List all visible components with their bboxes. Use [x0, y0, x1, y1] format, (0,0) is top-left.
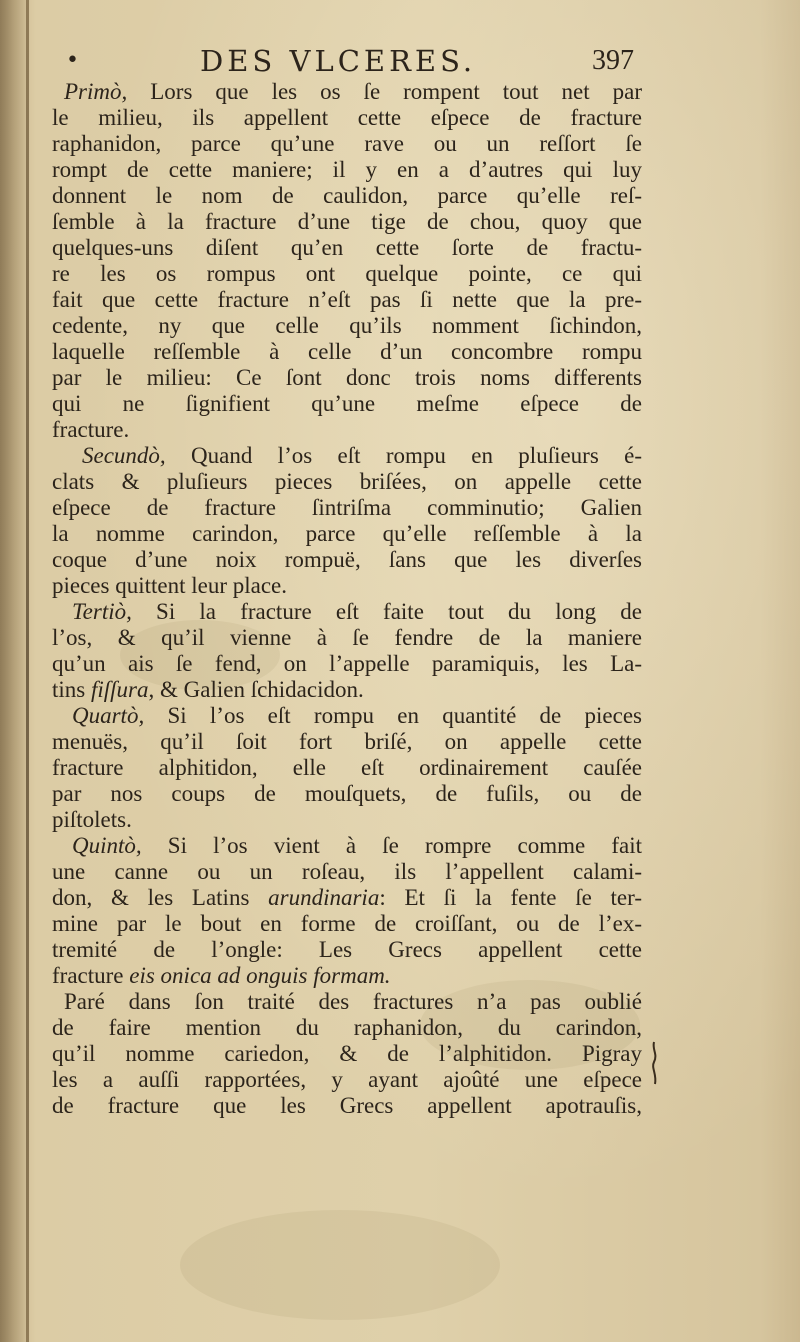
margin-annotation-mark — [648, 1040, 662, 1086]
line-italic: eis onica ad onguis formam. — [129, 963, 391, 988]
text-line — [52, 209, 642, 235]
line-text: fracture alphitidon, elle eſt ordinairement cauſée — [52, 755, 642, 780]
text-line — [52, 1015, 642, 1041]
line-lead: tins — [52, 677, 91, 702]
line-text: par nos coups de mouſquets, de fuſils, ou de — [52, 781, 642, 806]
line-text: eſpece de fracture ſintriſma comminutio; Galien — [52, 495, 642, 520]
line-text: mine par le bout en forme de croiſſant, ou de l’ex- — [52, 911, 642, 936]
line-rest: Si l’os vient à ſe rompre comme fait — [141, 833, 642, 858]
text-line — [52, 157, 642, 183]
text-line — [52, 391, 642, 417]
running-title: DES VLCERES. — [200, 44, 477, 78]
line-rest: Quand l’os eſt rompu en pluſieurs é- — [165, 443, 642, 468]
running-header — [52, 44, 642, 78]
text-line — [52, 443, 642, 469]
line-text: l’os, & qu’il vienne à ſe fendre de la maniere — [52, 625, 642, 650]
line-text: Paré dans ſon traité des fractures n’a pas oublié — [64, 989, 642, 1014]
text-line — [52, 365, 642, 391]
text-line — [52, 1041, 642, 1067]
line-text: fracture. — [52, 417, 130, 442]
line-text: de fracture que les Grecs appellent apotrauſis, — [52, 1093, 642, 1118]
line-lead: Quintò, — [72, 833, 142, 858]
text-line — [52, 183, 642, 209]
text-line — [52, 235, 642, 261]
text-line — [52, 885, 642, 911]
line-text: clats & pluſieurs pieces briſées, on appelle cette — [52, 469, 642, 494]
text-line — [52, 261, 642, 287]
text-line — [52, 755, 642, 781]
text-line — [52, 963, 642, 989]
line-text: ſemble à la fracture d’une tige de chou, quoy que — [52, 209, 642, 234]
text-line — [52, 677, 642, 703]
line-text: piſtolets. — [52, 807, 132, 832]
line-text: de faire mention du raphanidon, du carindon, — [52, 1015, 642, 1040]
paper-stain — [180, 1210, 500, 1320]
text-line — [52, 729, 642, 755]
line-lead: Primò, — [64, 79, 128, 104]
text-line — [52, 573, 642, 599]
line-rest: Lors que les os ſe rompent tout net par — [127, 79, 642, 104]
line-text: tremité de l’ongle: Les Grecs appellent cette — [52, 937, 642, 962]
line-italic: fiſſura — [90, 677, 149, 702]
text-line — [52, 547, 642, 573]
text-line — [52, 1093, 642, 1119]
line-rest: Si la fracture eſt faite tout du long de — [131, 599, 642, 624]
line-lead: Tertiò, — [72, 599, 132, 624]
line-lead: fracture — [52, 963, 130, 988]
line-text: qu’il nomme cariedon, & de l’alphitidon. Pigray — [52, 1041, 642, 1066]
text-line — [52, 417, 642, 443]
text-line — [52, 599, 642, 625]
line-rest: , & Galien ſchidacidon. — [148, 677, 364, 702]
line-rest: : Et ſi la fente ſe ter- — [379, 885, 642, 910]
header-dot: • — [66, 48, 79, 73]
text-line — [52, 521, 642, 547]
line-text: re les os rompus ont quelque pointe, ce qui — [52, 261, 642, 286]
text-line — [52, 287, 642, 313]
line-text: laquelle reſſemble à celle d’un concombre rompu — [52, 339, 642, 364]
line-rest: Si l’os eſt rompu en quantité de pieces — [144, 703, 642, 728]
text-line — [52, 651, 642, 677]
line-text: menuës, qu’il ſoit fort briſé, on appelle cette — [52, 729, 642, 754]
line-italic: arundinaria — [268, 885, 380, 910]
text-line — [52, 313, 642, 339]
line-lead: don, & les Latins — [52, 885, 269, 910]
line-text: coque d’une noix rompuë, ſans que les diverſes — [52, 547, 642, 572]
text-line — [52, 131, 642, 157]
text-line — [52, 807, 642, 833]
line-text: cedente, ny que celle qu’ils nomment ſichindon, — [52, 313, 642, 338]
line-text: fait que cette fracture n’eſt pas ſi nette que la pre- — [52, 287, 642, 312]
line-text: quelques-uns diſent qu’en cette ſorte de fractu- — [52, 235, 642, 260]
text-line — [52, 1067, 642, 1093]
text-line — [52, 79, 642, 105]
text-line — [52, 625, 642, 651]
text-line — [52, 781, 642, 807]
line-text: donnent le nom de caulidon, parce qu’elle reſ- — [52, 183, 642, 208]
line-text: le milieu, ils appellent cette eſpece de fracture — [52, 105, 642, 130]
binding-edge — [26, 0, 29, 1342]
text-line — [52, 859, 642, 885]
line-lead: Secundò, — [82, 443, 166, 468]
text-line — [52, 339, 642, 365]
text-line — [52, 911, 642, 937]
text-line — [52, 495, 642, 521]
text-line — [52, 105, 642, 131]
line-text: qui ne ſignifient qu’une meſme eſpece de — [52, 391, 642, 416]
text-line — [52, 703, 642, 729]
line-text: une canne ou un roſeau, ils l’appellent calami- — [52, 859, 642, 884]
text-line — [52, 937, 642, 963]
line-text: qu’un ais ſe fend, on l’appelle paramiquis, les La- — [52, 651, 642, 676]
line-text: la nomme carindon, parce qu’elle reſſemble à la — [52, 521, 642, 546]
text-line — [52, 833, 642, 859]
line-text: pieces quittent leur place. — [52, 573, 288, 598]
line-lead: Quartò, — [72, 703, 145, 728]
page-number: 397 — [592, 45, 634, 76]
line-text: par le milieu: Ce ſont donc trois noms differents — [52, 365, 642, 390]
text-line — [52, 469, 642, 495]
text-line — [52, 989, 642, 1015]
line-text: rompt de cette maniere; il y en a d’autres qui luy — [52, 157, 642, 182]
body-text — [52, 79, 642, 1119]
line-text: raphanidon, parce qu’une rave ou un reſſort ſe — [52, 131, 642, 156]
line-text: les a auſſi rapportées, y ayant ajoûté une eſpece — [52, 1067, 642, 1092]
